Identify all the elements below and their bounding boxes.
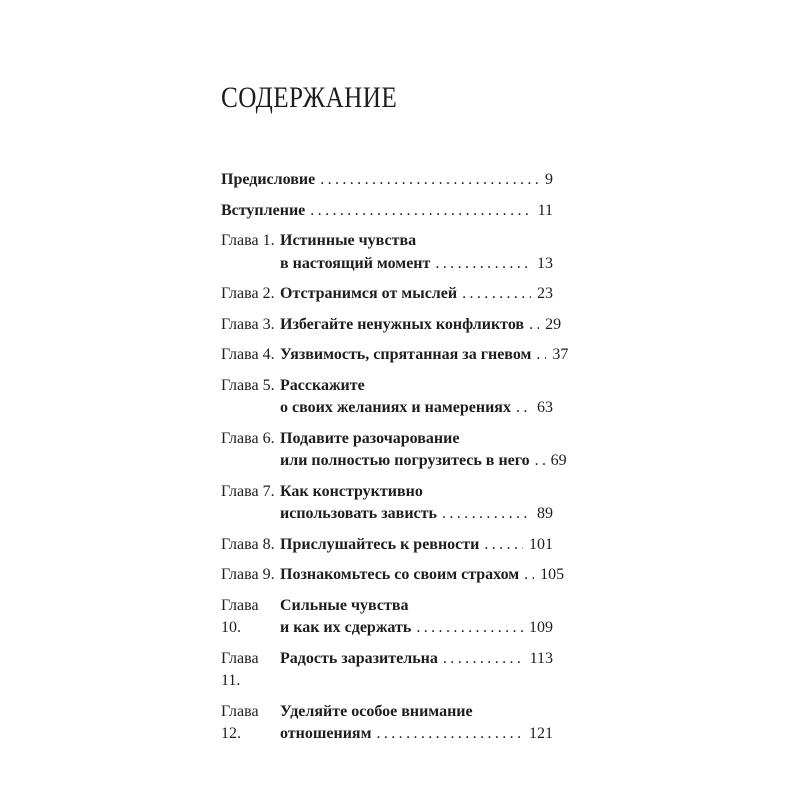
toc-entry-chapter-label: Глава 1. [221,232,275,249]
toc-entry-page-number: 113 [529,649,553,667]
toc-entry-page-number: 101 [529,535,553,553]
toc-entry [221,230,553,275]
toc-entry-page-number: 11 [537,201,553,219]
toc-entry-chapter-label: Глава 10. [221,596,259,636]
toc-entry-body [221,169,553,192]
dot-leader [524,564,534,587]
dot-leader [462,283,531,306]
toc-content [221,81,569,754]
toc-entry-title-line: Расскажите [280,376,365,394]
toc-entry-title-line: Уязвимость, спрятанная за гневом [280,346,532,363]
toc-entry-body [280,344,569,367]
toc-entry-title-line: Уделяйте особое внимание [280,702,473,720]
dot-leader [484,534,523,557]
page-title: СОДЕРЖАНИЕ [221,81,398,114]
toc-entry-page-number: 37 [552,346,569,363]
toc-entry-page-number: 69 [550,452,567,469]
dot-leader [443,648,524,671]
toc-entry-last-line [221,200,553,223]
toc-entry-title-line: Прислушайтесь к ревности [280,535,480,553]
toc-entry-title-line: Истинные чувства [280,232,417,249]
toc-entry-last-line [280,344,569,367]
toc-entry-last-line [280,450,567,473]
toc-entry-body [280,428,567,473]
toc-entry-body [280,648,553,671]
toc-entry-last-line [280,253,553,276]
toc-entry-body [280,314,562,337]
toc-entry-chapter-label: Глава 8. [221,535,275,553]
toc-entry-last-line [280,283,553,306]
toc-entry-title-line: Познакомьтесь со своим страхом [280,566,520,583]
toc-entry-page-number: 105 [540,566,565,583]
toc-entry-title-line: Сильные чувства [280,596,409,614]
dot-leader [376,723,523,746]
toc-entry-page-number: 29 [545,315,562,333]
toc-entry-last-line [280,564,565,587]
toc-entry-body [280,701,553,746]
toc-entry-title-line: или полностью погрузитесь в него [280,452,530,469]
toc-entry-title-line: и как их сдержать [280,619,412,636]
toc-entry-chapter-label: Глава 2. [221,285,275,302]
toc-entry-title-line: Предисловие [221,171,316,188]
toc-entry-title-line: в настоящий момент [280,254,431,272]
toc-entry-title-line: отношениям [280,725,372,742]
toc-entry-title-line: Вступление [221,201,306,219]
dot-leader [535,450,545,473]
toc-entry [221,595,553,640]
toc-entry [221,428,567,473]
toc-entry [221,481,553,526]
toc-entry-chapter-label: Глава 3. [221,315,275,333]
toc-entry [221,314,562,337]
toc-entry-page-number: 13 [537,254,553,272]
toc-entry-page-number: 89 [537,505,553,522]
toc-entry-last-line [280,503,553,526]
dot-leader [529,314,539,337]
toc-entry [221,701,553,746]
dot-leader [516,397,531,420]
toc-entry [221,375,553,420]
toc-entry-last-line [280,534,553,557]
toc-entry-last-line [280,397,553,420]
toc-entry-body [280,564,565,587]
toc-entry-chapter-label: Глава 4. [221,346,275,363]
dot-leader [416,617,523,640]
toc-entry-chapter-label: Глава 12. [221,702,259,742]
toc-entry-page-number: 23 [537,285,553,302]
toc-entry-body [221,200,553,223]
toc-entry-body [280,595,553,640]
toc-entry-chapter-label: Глава 9. [221,566,275,583]
toc-entry-page-number: 109 [529,619,553,636]
toc-entry [221,564,565,587]
toc-entry-title-line: использовать зависть [280,505,437,522]
toc-entry-last-line [280,648,553,671]
toc-entry [221,169,553,192]
toc-entry-page-number: 9 [545,171,553,188]
toc-entry-last-line [280,617,553,640]
toc-entry [221,344,569,367]
dot-leader [536,344,546,367]
dot-leader [320,169,539,192]
dot-leader [310,200,531,223]
toc-entry-body [280,534,553,557]
dot-leader [442,503,531,526]
toc-entry-last-line [221,169,553,192]
toc-entry-title-line: Радость заразительна [280,649,438,667]
toc-entry-title-line: Подавите разочарование [280,429,460,447]
toc-entry [221,648,553,693]
toc-entry-body [280,481,553,526]
toc-entry-title-line: Отстранимся от мыслей [280,285,458,302]
toc-entry-body [280,230,553,275]
toc-entry [221,200,553,223]
toc-entry-title-line: Как конструктивно [280,482,423,500]
toc-entry-chapter-label: Глава 5. [221,376,275,394]
toc-entry-page-number: 63 [537,399,553,416]
toc-entry-last-line [280,723,553,746]
toc-entry [221,283,553,306]
dot-leader [435,253,531,276]
toc-entry-chapter-label: Глава 7. [221,482,275,500]
toc-entry-chapter-label: Глава 6. [221,429,275,447]
toc-entry-title-line: о своих желаниях и намерениях [280,399,511,416]
toc-entry-title-line: Избегайте ненужных конфликтов [280,315,525,333]
toc-entry [221,534,553,557]
toc-entry-body [280,375,553,420]
toc-entry-page-number: 121 [529,725,553,742]
toc-entry-last-line [280,314,562,337]
toc-entry-body [280,283,553,306]
toc-list [221,169,569,746]
toc-entry-chapter-label: Глава 11. [221,649,259,689]
